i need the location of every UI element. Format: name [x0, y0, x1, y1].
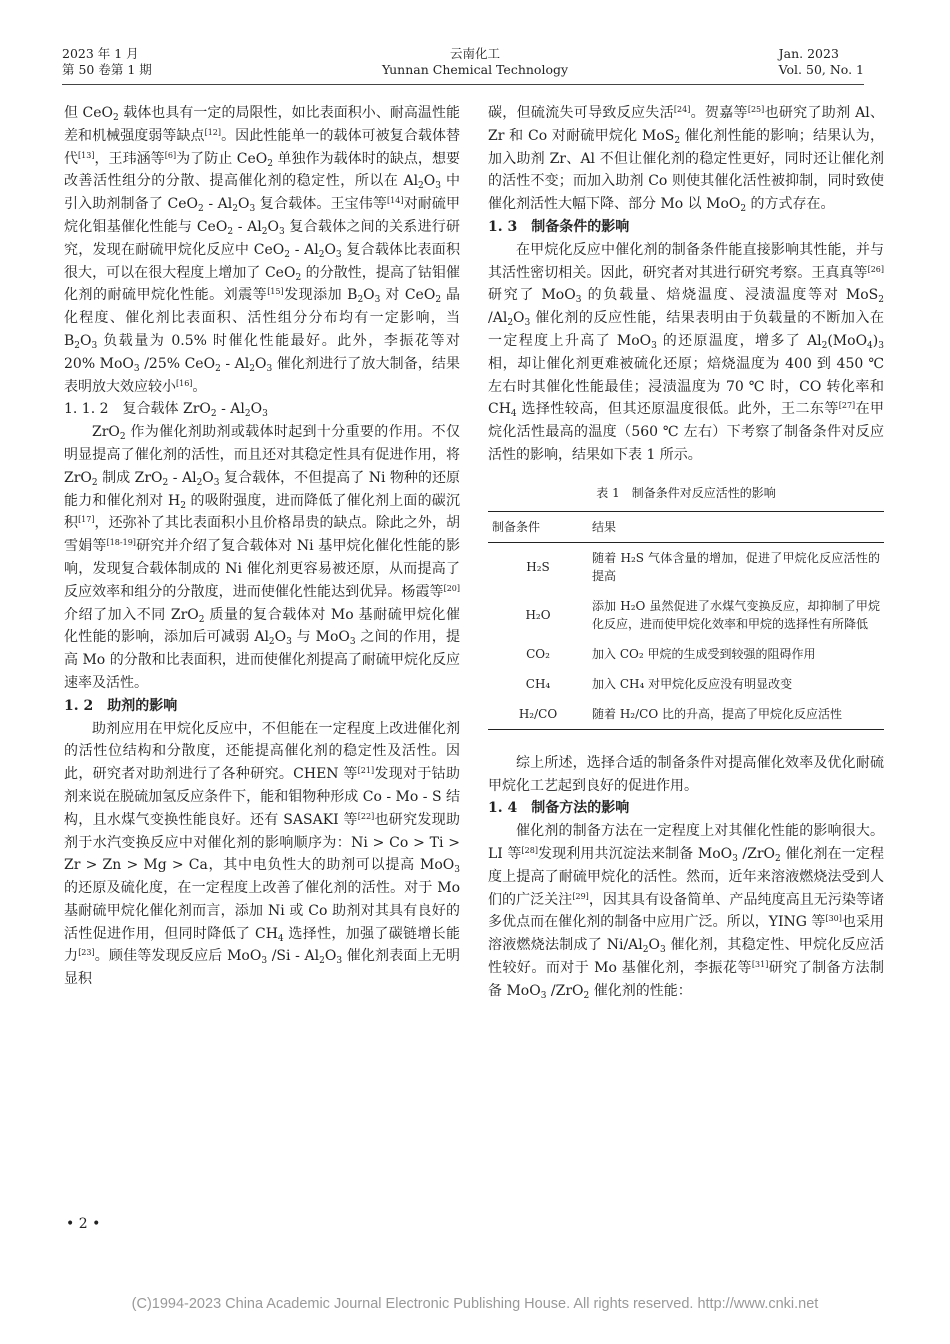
table-header-cell: 制备条件: [488, 511, 588, 542]
table-caption: 表 1 制备条件对反应活性的影响: [596, 485, 776, 500]
paragraph: 但 CeO$_2$ 载体也具有一定的局限性，如比表面积小、耐高温性能差和机械强度弱等缺点[12]。因此性能单一的载体可被复合载体替代[13]，王玮涵等[6]为了防止 CeO$_2$ 单独作为载体时的缺点，想要改善活性组分的分散、提高催化剂的稳定性，所以在 $Al_2O_3$ 中引入助剂制备了 $CeO_2 - Al_2O_3$ 复合载体。王宝伟等[14]对耐硫甲烷化钼基催化性能与 $CeO_2 - Al_2O_3$ 复合载体之间的关系进行研究，发现在耐硫甲烷化反应中 $CeO_2 - Al_2O_3$ 复合载体比表面积很大，可以在很大程度上增加了 CeO$_2$ 的分散性，提高了钴钼催化剂的耐硫甲烷化性能。刘震等[15]发现添加 $B_2O_3$ 对 CeO$_2$ 晶化程度、催化剂比表面积、活性组分分布均有一定影响，当 $B_2O_3$ 负载量为 0.5% 时催化性能最好。此外，李振花等对 20% MoO$_3$ /25% $CeO_2 - Al_2O_3$ 催化剂进行了放大制备，结果表明放大效应较小[16]。: [64, 105, 461, 395]
table-cell-condition: CH₄: [525, 676, 551, 691]
page-number: • 2 •: [66, 1216, 101, 1232]
paragraph: 在甲烷化反应中催化剂的制备条件能直接影响其性能，并与其活性密切相关。因此，研究者对其进行研究考察。王真真等[26]研究了 MoO$_3$ 的负载量、焙烧温度、浸渍温度等对 MoS$_2$ $/Al_2O_3$ 催化剂的反应性能，结果表明由于负载量的不断加入在一定程度上升高了 MoO$_3$ 的还原温度，增多了 $Al_2(MoO_4)_3$ 相，却让催化剂更难被硫化还原；焙烧温度为 400 到 450 ℃ 左右时其催化性能最佳；浸渍温度为 70 ℃ 时，CO 转化率和 $CH_4$ 选择性较高，但其还原温度很低。此外，王二东等[27]在甲烷化活性最高的温度（560 ℃ 左右）下考察了制备条件对反应活性的影响，结果如下表 1 所示。: [488, 241, 885, 463]
header-date: 2023 年 1 月: [62, 46, 139, 61]
section-number: 1. 1. 2: [64, 401, 109, 418]
header-date-en: Jan. 2023: [778, 46, 839, 61]
table-cell-result: 随着 H₂S 气体含量的增加，促进了甲烷化反应活性的提高: [592, 550, 880, 583]
paragraph: 碳，但硫流失可导致反应失活[24]。贺嘉等[25]也研究了助剂 Al、Zr 和 Co 对耐硫甲烷化 MoS$_2$ 催化剂性能的影响；结果认为，加入助剂 Zr、Al 不但让催化剂的稳定性更好，同时还让催化剂的活性不变；而加入助剂 Co 则使其催化活性被抑制，同时致使催化剂活性大幅下降、部分 Mo 以 MoO$_2$ 的方式存在。: [488, 105, 885, 215]
section-title: 制备方法的影响: [531, 800, 630, 817]
table-row: [488, 591, 884, 639]
left-column: [64, 102, 460, 991]
table-row: [488, 639, 884, 669]
table-cell-condition: H₂/CO: [488, 699, 588, 730]
table-header-cell: 结果: [588, 511, 884, 542]
section-heading-1-4: [488, 797, 884, 820]
paragraph: ZrO$_2$ 作为催化剂助剂或载体时起到十分重要的作用。不仅明显提高了催化剂的活性，而且还对其稳定性具有促进作用，将 ZrO$_2$ 制成 $ZrO_2 - Al_2O_3$ 复合载体，不但提高了 Ni 物种的还原能力和催化剂对 $H_2$ 的吸附强度，进而降低了催化剂上面的碳沉积[17]，还弥补了其比表面积小且价格昂贵的缺点。除此之外，胡雪娟等[18-19]研究并介绍了复合载体对 Ni 基甲烷化催化性能的影响，发现复合载体制成的 Ni 催化剂更容易被还原，从而提高了反应效率和组分的分散度，进而使催化性能达到优异。杨霞等[20]介绍了加入不同 ZrO$_2$ 质量的复合载体对 Mo 基耐硫甲烷化催化性能的影响，添加后可减弱 $Al_2O_3$ 与 MoO$_3$ 之间的作用，提高 Mo 的分散和比表面积，进而使催化剂提高了耐硫甲烷化反应速率及活性。: [64, 424, 461, 691]
table-header-row: [488, 511, 884, 542]
journal-title-cn: 云南化工: [449, 46, 500, 61]
table-cell-condition: CO₂: [526, 646, 550, 661]
table-row: [488, 699, 884, 730]
table-cell-result: 加入 CH₄ 对甲烷化反应没有明显改变: [592, 676, 793, 691]
copyright-footer: (C)1994-2023 China Academic Journal Electronic Publishing House. All rights reserved. http://www.cnki.net: [131, 1296, 819, 1312]
header-volume-en: Vol. 50, No. 1: [778, 62, 864, 77]
paragraph: 助剂应用在甲烷化反应中，不但能在一定程度上改进催化剂的活性位结构和分散度，还能提高催化剂的稳定性及活性。因此，研究者对助剂进行了各种研究。CHEN 等[21]发现对于钴助剂来说在脱硫加氢反应条件下，能和钼物种形成 Co - Mo - S 结构，且水煤气变换性能良好。还有 SASAKI 等[22]也研究发现助剂于水汽变换反应中对催化剂的影响顺序为：Ni > Co > Ti > Zr > Zn > Mg > Ca，其中电负性大的助剂可以提高 MoO$_3$ 的还原及硫化度，在一定程度上改善了催化剂的活性。对于 Mo 基耐硫甲烷化催化剂而言，添加 Ni 或 Co 助剂对其具有良好的活性促进作用，但同时降低了 $CH_4$ 选择性，加强了碳链增长能力[23]。顾佳等发现反应后 MoO$_3$ $/Si - Al_2O_3$ 催化剂表面上无明显积: [64, 720, 461, 988]
section-title: 助剂的影响: [107, 697, 178, 714]
section-title: 制备条件的影响: [531, 218, 630, 235]
table-cell-condition: H₂O: [525, 607, 551, 622]
section-heading-1-1-2: 1. 1. 2 复合载体 $ZrO_2 - Al_2O_3$: [64, 401, 268, 420]
header-volume: 第 50 卷第 1 期: [62, 62, 152, 77]
section-heading-1-2: [64, 695, 460, 718]
table-cell-result: 随着 H₂/CO 比的升高，提高了甲烷化反应活性: [588, 699, 884, 730]
section-title: 复合载体 ZrO: [122, 401, 211, 418]
table-cell-condition: H₂S: [526, 559, 550, 574]
section-heading-1-3: [488, 216, 884, 239]
paragraph: 催化剂的制备方法在一定程度上对其催化性能的影响很大。LI 等[28]发现利用共沉淀法来制备 MoO$_3$ /ZrO$_2$ 催化剂在一定程度上提高了耐硫甲烷化的活性。然而，近年来溶液燃烧法受到人们的广泛关注[29]，因其具有设备简单、产品纯度高且无污染等诸多优点而在催化剂的制备中应用广泛。所以，YING 等[30]也采用溶液燃烧法制成了 $Ni/Al_2O_3$ 催化剂，其稳定性、甲烷化反应活性较好。而对于 Mo 基催化剂，李振花等[31]研究了制备方法制备 MoO$_3$ /ZrO$_2$ 催化剂的性能：: [488, 823, 885, 1001]
header-divider: [62, 84, 864, 85]
journal-title-en: Yunnan Chemical Technology: [381, 62, 569, 77]
conditions-table: [488, 511, 884, 730]
section-number: 1. 3: [488, 218, 518, 235]
table-row: [488, 542, 884, 591]
paragraph: 综上所述，选择合适的制备条件对提高催化效率及优化耐硫甲烷化工艺起到良好的促进作用。: [488, 754, 884, 794]
section-number: 1. 2: [64, 697, 94, 714]
table-row: [488, 669, 884, 699]
table-cell-result: 添加 H₂O 虽然促进了水煤气变换反应，却抑制了甲烷化反应，进而使甲烷化效率和甲烷的选择性有所降低: [592, 598, 880, 631]
table-cell-result: 加入 CO₂ 甲烷的生成受到较强的阻碍作用: [592, 646, 816, 661]
header-right: [779, 46, 864, 78]
right-column: [488, 102, 884, 1003]
section-number: 1. 4: [488, 800, 518, 817]
